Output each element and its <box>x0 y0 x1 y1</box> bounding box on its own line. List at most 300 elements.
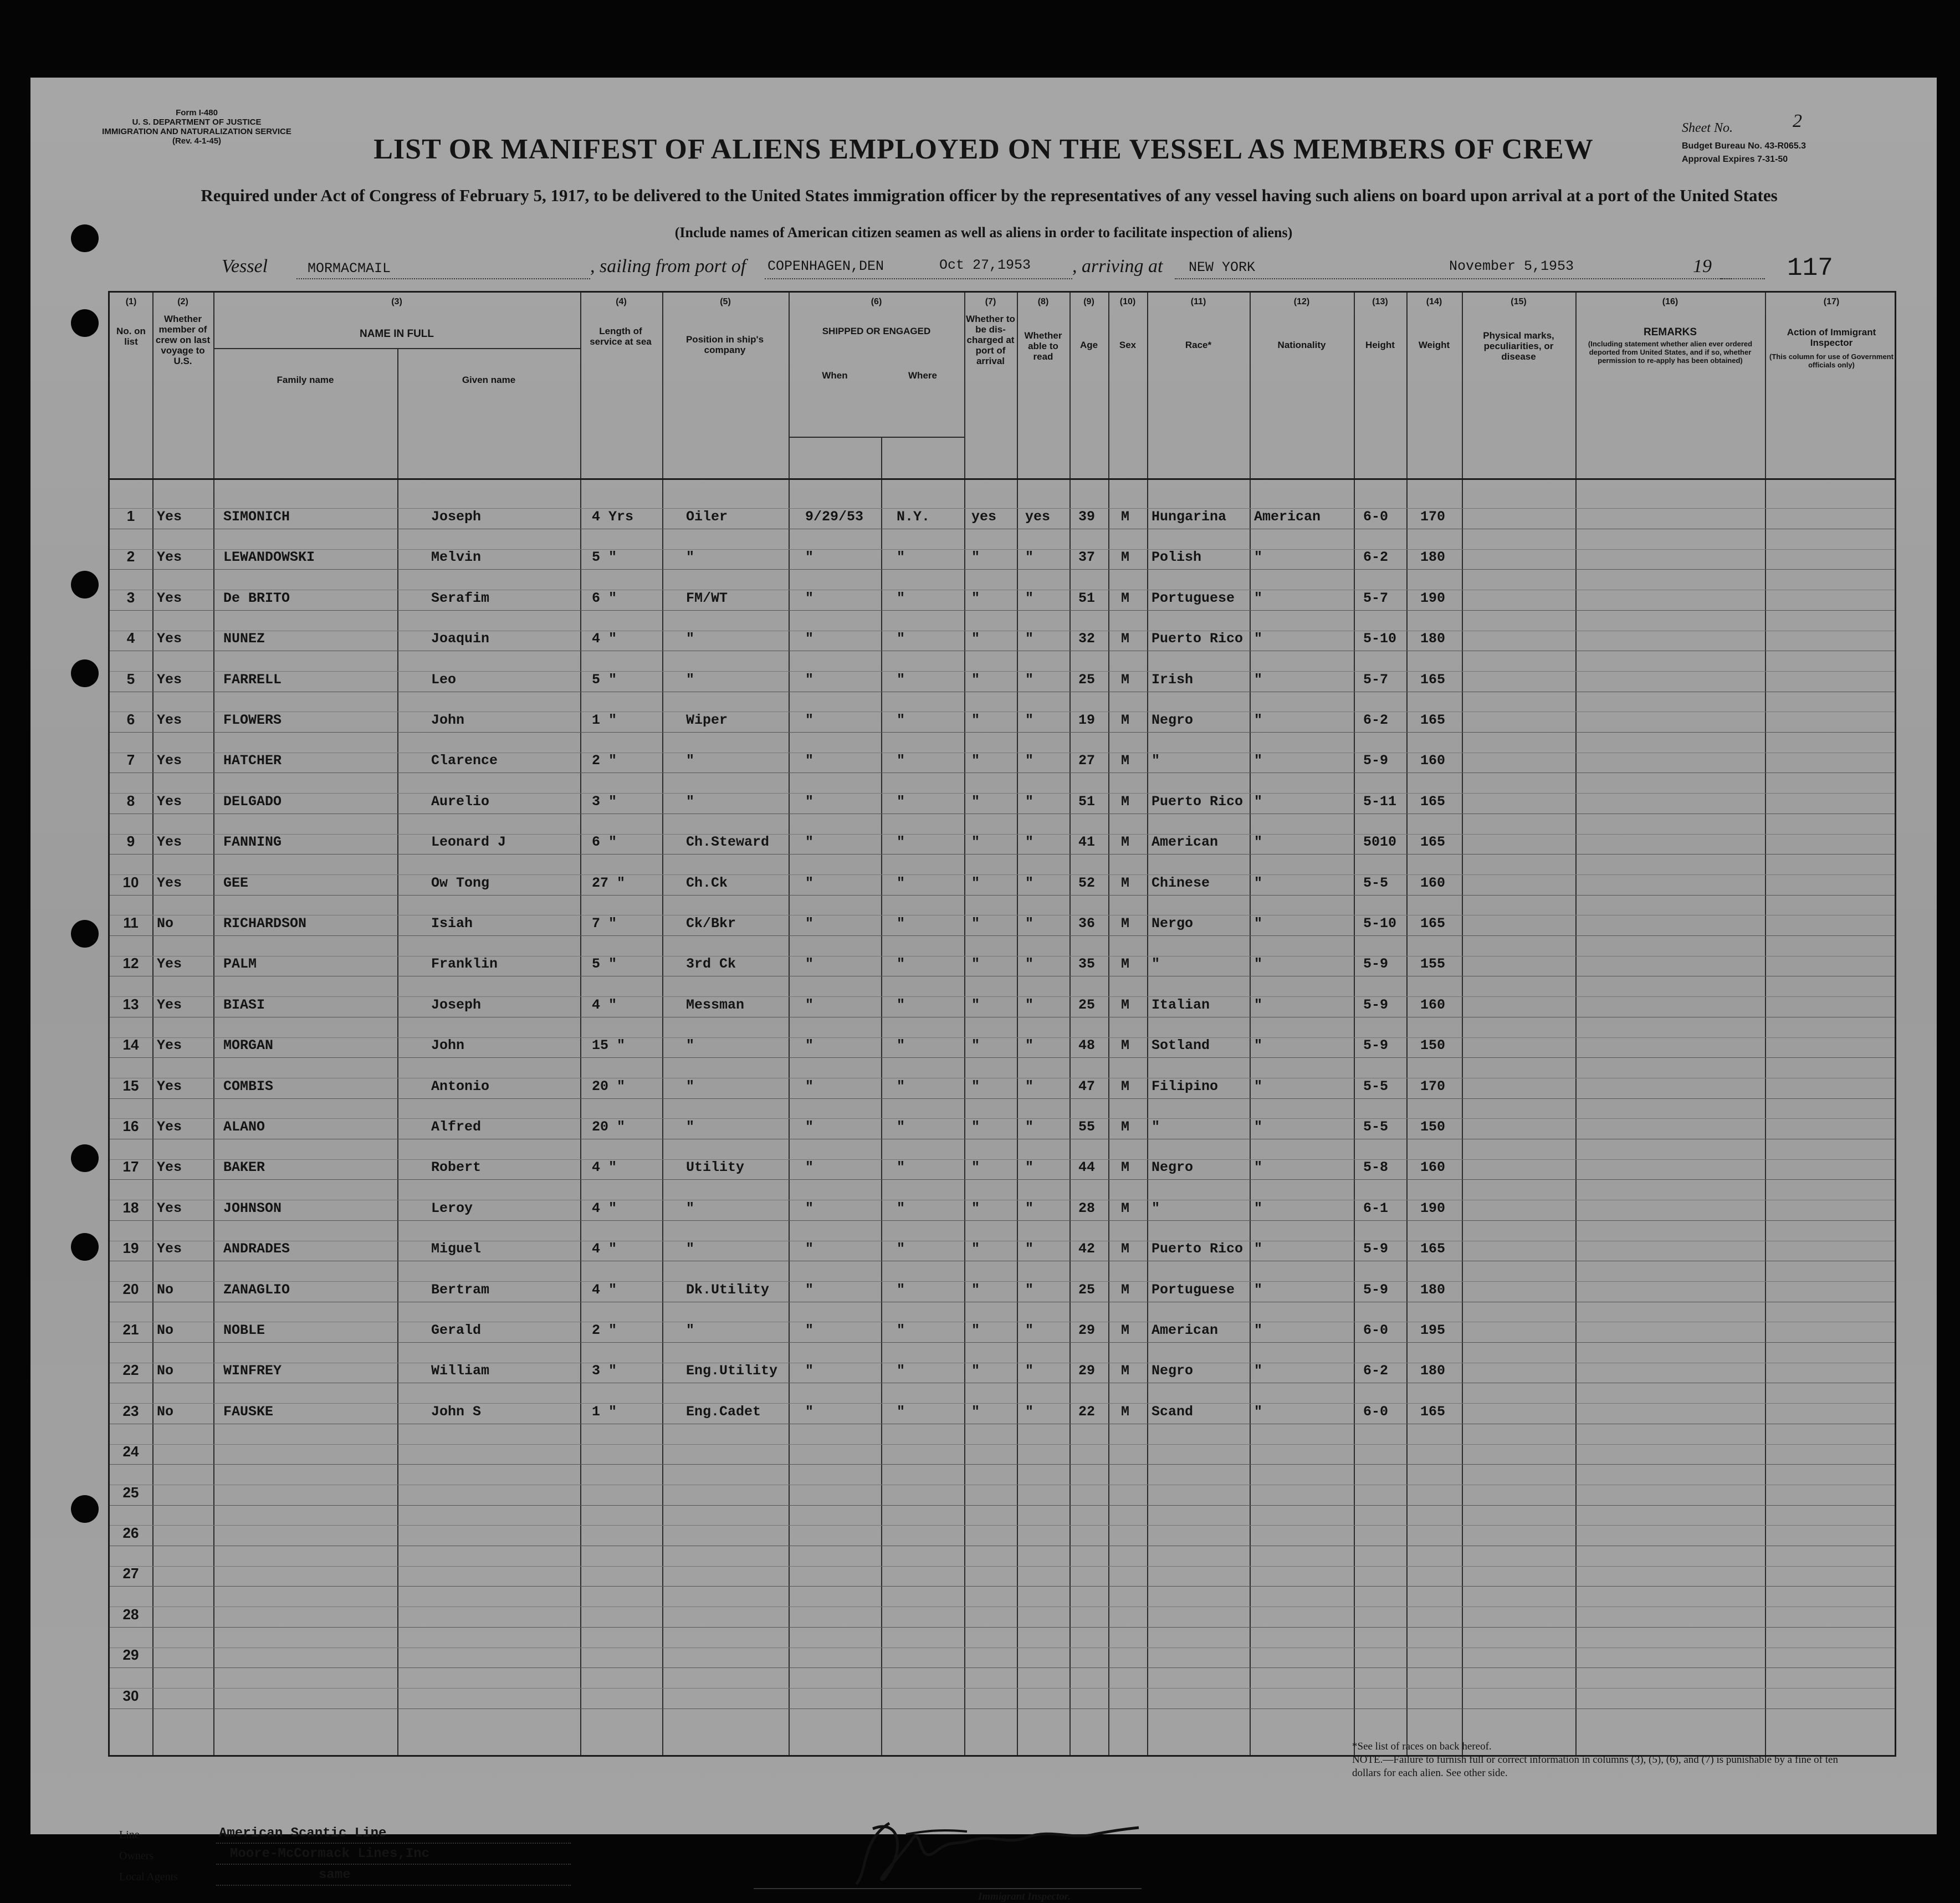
weight-cell: 170 <box>1420 509 1446 525</box>
able-to-read-cell: " <box>1025 549 1034 566</box>
able-to-read-cell: " <box>1025 1119 1034 1135</box>
race-cell: Chinese <box>1152 874 1210 891</box>
row-rule <box>110 610 1895 611</box>
nationality-cell: " <box>1254 1200 1263 1216</box>
position-cell: Eng.Utility <box>686 1363 778 1379</box>
given-name-cell: Miguel <box>431 1241 482 1257</box>
col-17-subheader: (This column for use of Government officials only) <box>1769 352 1894 369</box>
col-1-header: No. on list <box>116 326 146 347</box>
col-7-header: Whether to be dis-charged at port of arrival <box>966 314 1015 366</box>
shipped-when-cell: " <box>805 874 814 891</box>
given-name-cell: Alfred <box>431 1119 482 1135</box>
position-cell: " <box>686 1037 695 1054</box>
row-number: 9 <box>126 833 135 850</box>
owners-value: Moore-McCormack Lines,Inc <box>230 1846 430 1861</box>
row-subrule <box>110 996 1895 997</box>
weight-cell: 170 <box>1420 1078 1446 1094</box>
weight-cell: 190 <box>1420 590 1446 606</box>
col-6-header: SHIPPED OR ENGAGED <box>822 326 931 336</box>
age-cell: 39 <box>1078 509 1096 525</box>
document-subnote: (Include names of American citizen seamen as well as aliens in order to facilitate inspection of aliens) <box>674 224 1293 241</box>
shipped-where-cell: " <box>897 956 905 973</box>
family-name-cell: RICHARDSON <box>223 915 307 932</box>
line-label: Line <box>119 1829 140 1841</box>
weight-cell: 160 <box>1420 753 1446 769</box>
shipped-when-cell: " <box>805 1241 814 1257</box>
able-to-read-cell: " <box>1025 712 1034 728</box>
col-13-header: Height <box>1365 340 1395 350</box>
row-subrule <box>110 1525 1895 1526</box>
given-name-cell: Franklin <box>431 956 498 973</box>
column-divider <box>1765 293 1766 1755</box>
vessel-underline <box>296 278 590 279</box>
shipped-when-cell: " <box>805 915 814 932</box>
row-number: 5 <box>126 670 135 687</box>
row-rule <box>110 732 1895 733</box>
weight-cell: 195 <box>1420 1322 1446 1338</box>
position-cell: " <box>686 671 695 688</box>
shipped-when-cell: " <box>805 671 814 688</box>
weight-cell: 165 <box>1420 671 1446 688</box>
weight-cell: 160 <box>1420 1159 1446 1176</box>
race-cell: Italian <box>1152 996 1210 1013</box>
header-rule <box>110 478 1895 480</box>
given-name-cell: Serafim <box>431 590 490 606</box>
family-name-cell: FAUSKE <box>223 1403 274 1420</box>
discharged-cell: " <box>971 956 980 973</box>
row-rule <box>110 1464 1895 1465</box>
discharged-cell: " <box>971 631 980 647</box>
age-cell: 51 <box>1078 590 1096 606</box>
col-16-subheader: (Including statement whether alien ever ordered deported from United States, and if so, whether permission to re-apply has been obtained) <box>1588 340 1753 365</box>
row-number: 11 <box>123 914 139 931</box>
age-cell: 28 <box>1078 1200 1096 1216</box>
row-number: 12 <box>122 955 139 972</box>
shipped-when-cell: 9/29/53 <box>805 509 864 525</box>
age-cell: 41 <box>1078 834 1096 851</box>
discharged-cell: " <box>971 1037 980 1054</box>
given-name-cell: Antonio <box>431 1078 490 1094</box>
year-label: 19 <box>1693 256 1712 277</box>
family-name-cell: BIASI <box>223 996 265 1013</box>
able-to-read-cell: " <box>1025 834 1034 851</box>
weight-cell: 155 <box>1420 956 1446 973</box>
when-header: When <box>822 370 848 381</box>
nationality-cell: " <box>1254 1078 1263 1094</box>
col-10-number: (10) <box>1119 297 1136 306</box>
shipped-when-cell: " <box>805 1078 814 1094</box>
height-cell: 5-9 <box>1363 1037 1389 1054</box>
given-name-cell: Robert <box>431 1159 482 1176</box>
row-rule <box>110 1342 1895 1343</box>
footnote <box>1352 1740 1851 1780</box>
age-cell: 48 <box>1078 1037 1096 1054</box>
row-number: 25 <box>122 1483 139 1501</box>
family-name-header: Family name <box>277 375 334 385</box>
punch-hole <box>71 659 99 687</box>
race-cell: Puerto Rico <box>1152 631 1243 647</box>
col-12-number: (12) <box>1293 297 1310 306</box>
col-2-number: (2) <box>177 297 188 306</box>
nationality-cell: " <box>1254 1241 1263 1257</box>
row-rule <box>110 895 1895 896</box>
prev-voyage-cell: Yes <box>157 834 182 851</box>
shipped-where-cell: " <box>897 1159 905 1176</box>
shipped-where-cell: " <box>897 793 905 810</box>
service-length-cell: 1 " <box>592 1403 617 1420</box>
row-subrule <box>110 1403 1895 1404</box>
row-rule <box>110 1586 1895 1587</box>
prev-voyage-cell: Yes <box>157 996 182 1013</box>
crew-table <box>108 291 1896 1757</box>
family-name-cell: MORGAN <box>223 1037 274 1054</box>
height-cell: 6-2 <box>1363 712 1389 728</box>
family-name-cell: ANDRADES <box>223 1241 290 1257</box>
row-subrule <box>110 1281 1895 1282</box>
able-to-read-cell: " <box>1025 915 1034 932</box>
height-cell: 6-0 <box>1363 1322 1389 1338</box>
sex-cell: M <box>1121 1200 1130 1216</box>
row-rule <box>110 1057 1895 1058</box>
nationality-cell: " <box>1254 1159 1263 1176</box>
row-number: 7 <box>126 751 135 769</box>
race-cell: American <box>1152 834 1219 851</box>
col-4-number: (4) <box>616 297 627 306</box>
sailing-label: , sailing from port of <box>590 256 746 277</box>
sex-cell: M <box>1121 1037 1130 1054</box>
age-cell: 51 <box>1078 793 1096 810</box>
race-cell: Filipino <box>1152 1078 1219 1094</box>
weight-cell: 180 <box>1420 1281 1446 1298</box>
column-divider <box>1575 293 1577 1755</box>
nationality-cell: " <box>1254 1037 1263 1054</box>
col-14-header: Weight <box>1418 340 1450 350</box>
sex-cell: M <box>1121 1403 1130 1420</box>
discharged-cell: " <box>971 753 980 769</box>
age-cell: 25 <box>1078 996 1096 1013</box>
prev-voyage-cell: Yes <box>157 793 182 810</box>
line-value: American Scantic Line <box>219 1826 387 1841</box>
nationality-cell: " <box>1254 996 1263 1013</box>
given-name-cell: Leonard J <box>431 834 506 851</box>
able-to-read-cell: " <box>1025 1403 1034 1420</box>
row-number: 1 <box>126 508 135 524</box>
shipped-when-cell: " <box>805 549 814 566</box>
prev-voyage-cell: Yes <box>157 874 182 891</box>
column-divider <box>580 293 581 1755</box>
service-length-cell: 15 " <box>592 1037 626 1054</box>
form-number: Form I-480 <box>176 108 218 117</box>
able-to-read-cell: " <box>1025 1363 1034 1379</box>
punch-hole <box>71 309 99 337</box>
row-number: 23 <box>122 1402 139 1419</box>
age-cell: 44 <box>1078 1159 1096 1176</box>
shipped-when-cell: " <box>805 1281 814 1298</box>
weight-cell: 165 <box>1420 915 1446 932</box>
able-to-read-cell: " <box>1025 671 1034 688</box>
col-9-header: Age <box>1079 340 1098 350</box>
row-number: 20 <box>122 1280 139 1297</box>
given-name-cell: Melvin <box>431 549 482 566</box>
department: U. S. DEPARTMENT OF JUSTICE <box>132 117 262 127</box>
race-cell: " <box>1152 1119 1160 1135</box>
weight-cell: 165 <box>1420 1403 1446 1420</box>
height-cell: 6-1 <box>1363 1200 1389 1216</box>
prev-voyage-cell: Yes <box>157 956 182 973</box>
row-subrule <box>110 834 1895 835</box>
sailing-date: Oct 27,1953 <box>939 257 1031 273</box>
page-number: 117 <box>1787 254 1833 283</box>
given-name-cell: Joaquin <box>431 631 490 647</box>
nationality-cell: " <box>1254 956 1263 973</box>
height-cell: 5-7 <box>1363 671 1389 688</box>
age-cell: 32 <box>1078 631 1096 647</box>
column-divider <box>1406 293 1408 1755</box>
race-cell: Negro <box>1152 1363 1194 1379</box>
given-name-header: Given name <box>462 375 516 385</box>
service: IMMIGRATION AND NATURALIZATION SERVICE <box>102 127 291 136</box>
age-cell: 42 <box>1078 1241 1096 1257</box>
shipped-where-cell: " <box>897 1037 905 1054</box>
height-cell: 6-0 <box>1363 509 1389 525</box>
row-rule <box>110 1667 1895 1668</box>
prev-voyage-cell: Yes <box>157 1159 182 1176</box>
service-length-cell: 4 " <box>592 1200 617 1216</box>
given-name-cell: Bertram <box>431 1281 490 1298</box>
nationality-cell: " <box>1254 1322 1263 1338</box>
shipped-when-cell: " <box>805 753 814 769</box>
height-cell: 5-5 <box>1363 1119 1389 1135</box>
col-2-header: Whether member of crew on last voyage to U.S. <box>155 314 211 366</box>
prev-voyage-cell: Yes <box>157 509 182 525</box>
position-cell: 3rd Ck <box>686 956 736 973</box>
sex-cell: M <box>1121 915 1130 932</box>
col-17-header: Action of Immigrant Inspector <box>1787 327 1876 348</box>
row-number: 27 <box>122 1565 139 1582</box>
shipped-when-cell: " <box>805 1159 814 1176</box>
line-underline <box>216 1843 571 1844</box>
penalty-note: NOTE.—Failure to furnish full or correct information in columns (3), (5), (6), and (7) is punishable by a fine of ten dollars for each alien. See other side. <box>1352 1754 1838 1779</box>
row-subrule <box>110 671 1895 672</box>
arrival-underline <box>1175 278 1732 279</box>
nationality-cell: " <box>1254 1281 1263 1298</box>
given-name-cell: Aurelio <box>431 793 490 810</box>
weight-cell: 165 <box>1420 712 1446 728</box>
age-cell: 22 <box>1078 1403 1096 1420</box>
column-divider <box>152 293 153 1755</box>
col-10-header: Sex <box>1119 340 1137 350</box>
budget-info <box>1682 140 1806 166</box>
sex-cell: M <box>1121 712 1130 728</box>
row-number: 16 <box>122 1118 139 1134</box>
race-cell: Nergo <box>1152 915 1194 932</box>
height-cell: 5-9 <box>1363 753 1389 769</box>
row-number: 14 <box>122 1036 139 1053</box>
race-cell: " <box>1152 753 1160 769</box>
position-cell: Oiler <box>686 509 728 525</box>
service-length-cell: 7 " <box>592 915 617 932</box>
row-rule <box>110 1179 1895 1180</box>
col-6-number: (6) <box>871 297 882 306</box>
races-note: *See list of races on back hereof. <box>1352 1741 1492 1752</box>
age-cell: 52 <box>1078 874 1096 891</box>
vessel-name: MORMACMAIL <box>308 260 391 277</box>
able-to-read-cell: " <box>1025 874 1034 891</box>
age-cell: 36 <box>1078 915 1096 932</box>
service-length-cell: 6 " <box>592 834 617 851</box>
shipped-where-cell: " <box>897 753 905 769</box>
col-7-number: (7) <box>985 297 996 306</box>
sex-cell: M <box>1121 671 1130 688</box>
sailing-port: COPENHAGEN,DEN <box>767 258 884 274</box>
col-8-header: Whether able to read <box>1024 330 1062 362</box>
shipped-where-cell: " <box>897 671 905 688</box>
sex-cell: M <box>1121 631 1130 647</box>
weight-cell: 165 <box>1420 1241 1446 1257</box>
port-underline <box>765 278 1072 279</box>
weight-cell: 180 <box>1420 1363 1446 1379</box>
col-4-header: Length of service at sea <box>590 326 652 347</box>
shipped-where-cell: " <box>897 631 905 647</box>
budget-bureau: Budget Bureau No. 43-R065.3 <box>1682 141 1807 151</box>
service-length-cell: 4 " <box>592 1159 617 1176</box>
discharged-cell: " <box>971 1322 980 1338</box>
col-8-number: (8) <box>1037 297 1049 306</box>
age-cell: 25 <box>1078 1281 1096 1298</box>
able-to-read-cell: " <box>1025 753 1034 769</box>
column-divider <box>1108 293 1109 1755</box>
height-cell: 5-5 <box>1363 1078 1389 1094</box>
able-to-read-cell: " <box>1025 1159 1034 1176</box>
weight-cell: 150 <box>1420 1119 1446 1135</box>
position-cell: Dk.Utility <box>686 1281 770 1298</box>
nationality-cell: " <box>1254 549 1263 566</box>
service-length-cell: 2 " <box>592 1322 617 1338</box>
given-name-cell: Joseph <box>431 996 482 1013</box>
service-length-cell: 5 " <box>592 549 617 566</box>
row-rule <box>110 854 1895 855</box>
row-number: 6 <box>126 711 135 728</box>
able-to-read-cell: " <box>1025 1078 1034 1094</box>
row-number: 24 <box>122 1443 139 1460</box>
height-cell: 5-11 <box>1363 793 1397 810</box>
shipped-where-cell: " <box>897 996 905 1013</box>
row-rule <box>110 935 1895 936</box>
family-name-cell: De BRITO <box>223 590 290 606</box>
shipped-when-cell: " <box>805 1119 814 1135</box>
row-rule <box>110 1505 1895 1506</box>
height-cell: 5-9 <box>1363 996 1389 1013</box>
age-cell: 47 <box>1078 1078 1096 1094</box>
sheet-number-value: 2 <box>1793 111 1802 131</box>
col-15-header: Physical marks, peculiarities, or disease <box>1483 330 1554 362</box>
position-cell: " <box>686 549 695 566</box>
position-cell: Ck/Bkr <box>686 915 736 932</box>
race-cell: Portuguese <box>1152 590 1235 606</box>
column-divider <box>1250 293 1251 1755</box>
shipped-when-cell: " <box>805 996 814 1013</box>
weight-cell: 180 <box>1420 631 1446 647</box>
service-length-cell: 27 " <box>592 874 626 891</box>
family-name-cell: BAKER <box>223 1159 265 1176</box>
shipped-when-cell: " <box>805 956 814 973</box>
height-cell: 5010 <box>1363 834 1397 851</box>
approval-expires: Approval Expires 7-31-50 <box>1682 155 1788 164</box>
row-subrule <box>110 874 1895 875</box>
revision: (Rev. 4-1-45) <box>172 136 222 146</box>
given-name-cell: Joseph <box>431 509 482 525</box>
prev-voyage-cell: Yes <box>157 631 182 647</box>
sex-cell: M <box>1121 996 1130 1013</box>
shipped-when-cell: " <box>805 1403 814 1420</box>
header-subdivider <box>789 437 964 438</box>
inspector-label: Immigrant Inspector. <box>978 1891 1071 1902</box>
discharged-cell: " <box>971 1159 980 1176</box>
family-name-cell: NUNEZ <box>223 631 265 647</box>
sex-cell: M <box>1121 956 1130 973</box>
prev-voyage-cell: Yes <box>157 753 182 769</box>
age-cell: 37 <box>1078 549 1096 566</box>
row-number: 29 <box>122 1646 139 1664</box>
family-name-cell: WINFREY <box>223 1363 282 1379</box>
height-cell: 6-2 <box>1363 549 1389 566</box>
arriving-label: , arriving at <box>1072 256 1163 277</box>
nationality-cell: " <box>1254 671 1263 688</box>
position-cell: Utility <box>686 1159 745 1176</box>
able-to-read-cell: " <box>1025 1241 1034 1257</box>
shipped-when-cell: " <box>805 1200 814 1216</box>
prev-voyage-cell: No <box>157 1322 174 1338</box>
family-name-cell: FARRELL <box>223 671 282 688</box>
row-subrule <box>110 1444 1895 1445</box>
age-cell: 25 <box>1078 671 1096 688</box>
family-name-cell: ALANO <box>223 1119 265 1135</box>
sex-cell: M <box>1121 1241 1130 1257</box>
family-name-cell: COMBIS <box>223 1078 274 1094</box>
race-cell: Negro <box>1152 712 1194 728</box>
shipped-when-cell: " <box>805 1322 814 1338</box>
service-length-cell: 3 " <box>592 793 617 810</box>
row-rule <box>110 1627 1895 1628</box>
row-number: 10 <box>122 873 139 891</box>
height-cell: 5-7 <box>1363 590 1389 606</box>
age-cell: 29 <box>1078 1363 1096 1379</box>
col-3-number: (3) <box>391 297 402 306</box>
nationality-cell: " <box>1254 631 1263 647</box>
shipped-where-cell: " <box>897 1322 905 1338</box>
able-to-read-cell: " <box>1025 1037 1034 1054</box>
sex-cell: M <box>1121 834 1130 851</box>
given-name-cell: John S <box>431 1403 482 1420</box>
service-length-cell: 4 " <box>592 1241 617 1257</box>
discharged-cell: " <box>971 874 980 891</box>
col-15-number: (15) <box>1511 297 1527 306</box>
discharged-cell: " <box>971 1363 980 1379</box>
col-12-header: Nationality <box>1277 340 1326 350</box>
discharged-cell: " <box>971 590 980 606</box>
service-length-cell: 4 " <box>592 631 617 647</box>
col-11-header: Race* <box>1185 340 1212 350</box>
col-5-header: Position in ship's company <box>685 334 764 355</box>
prev-voyage-cell: Yes <box>157 1119 182 1135</box>
given-name-cell: William <box>431 1363 490 1379</box>
sex-cell: M <box>1121 874 1130 891</box>
col-1-number: (1) <box>125 297 137 306</box>
family-name-cell: PALM <box>223 956 257 973</box>
given-name-cell: Leroy <box>431 1200 473 1216</box>
sex-cell: M <box>1121 1159 1130 1176</box>
inspector-signature <box>840 1807 1150 1890</box>
